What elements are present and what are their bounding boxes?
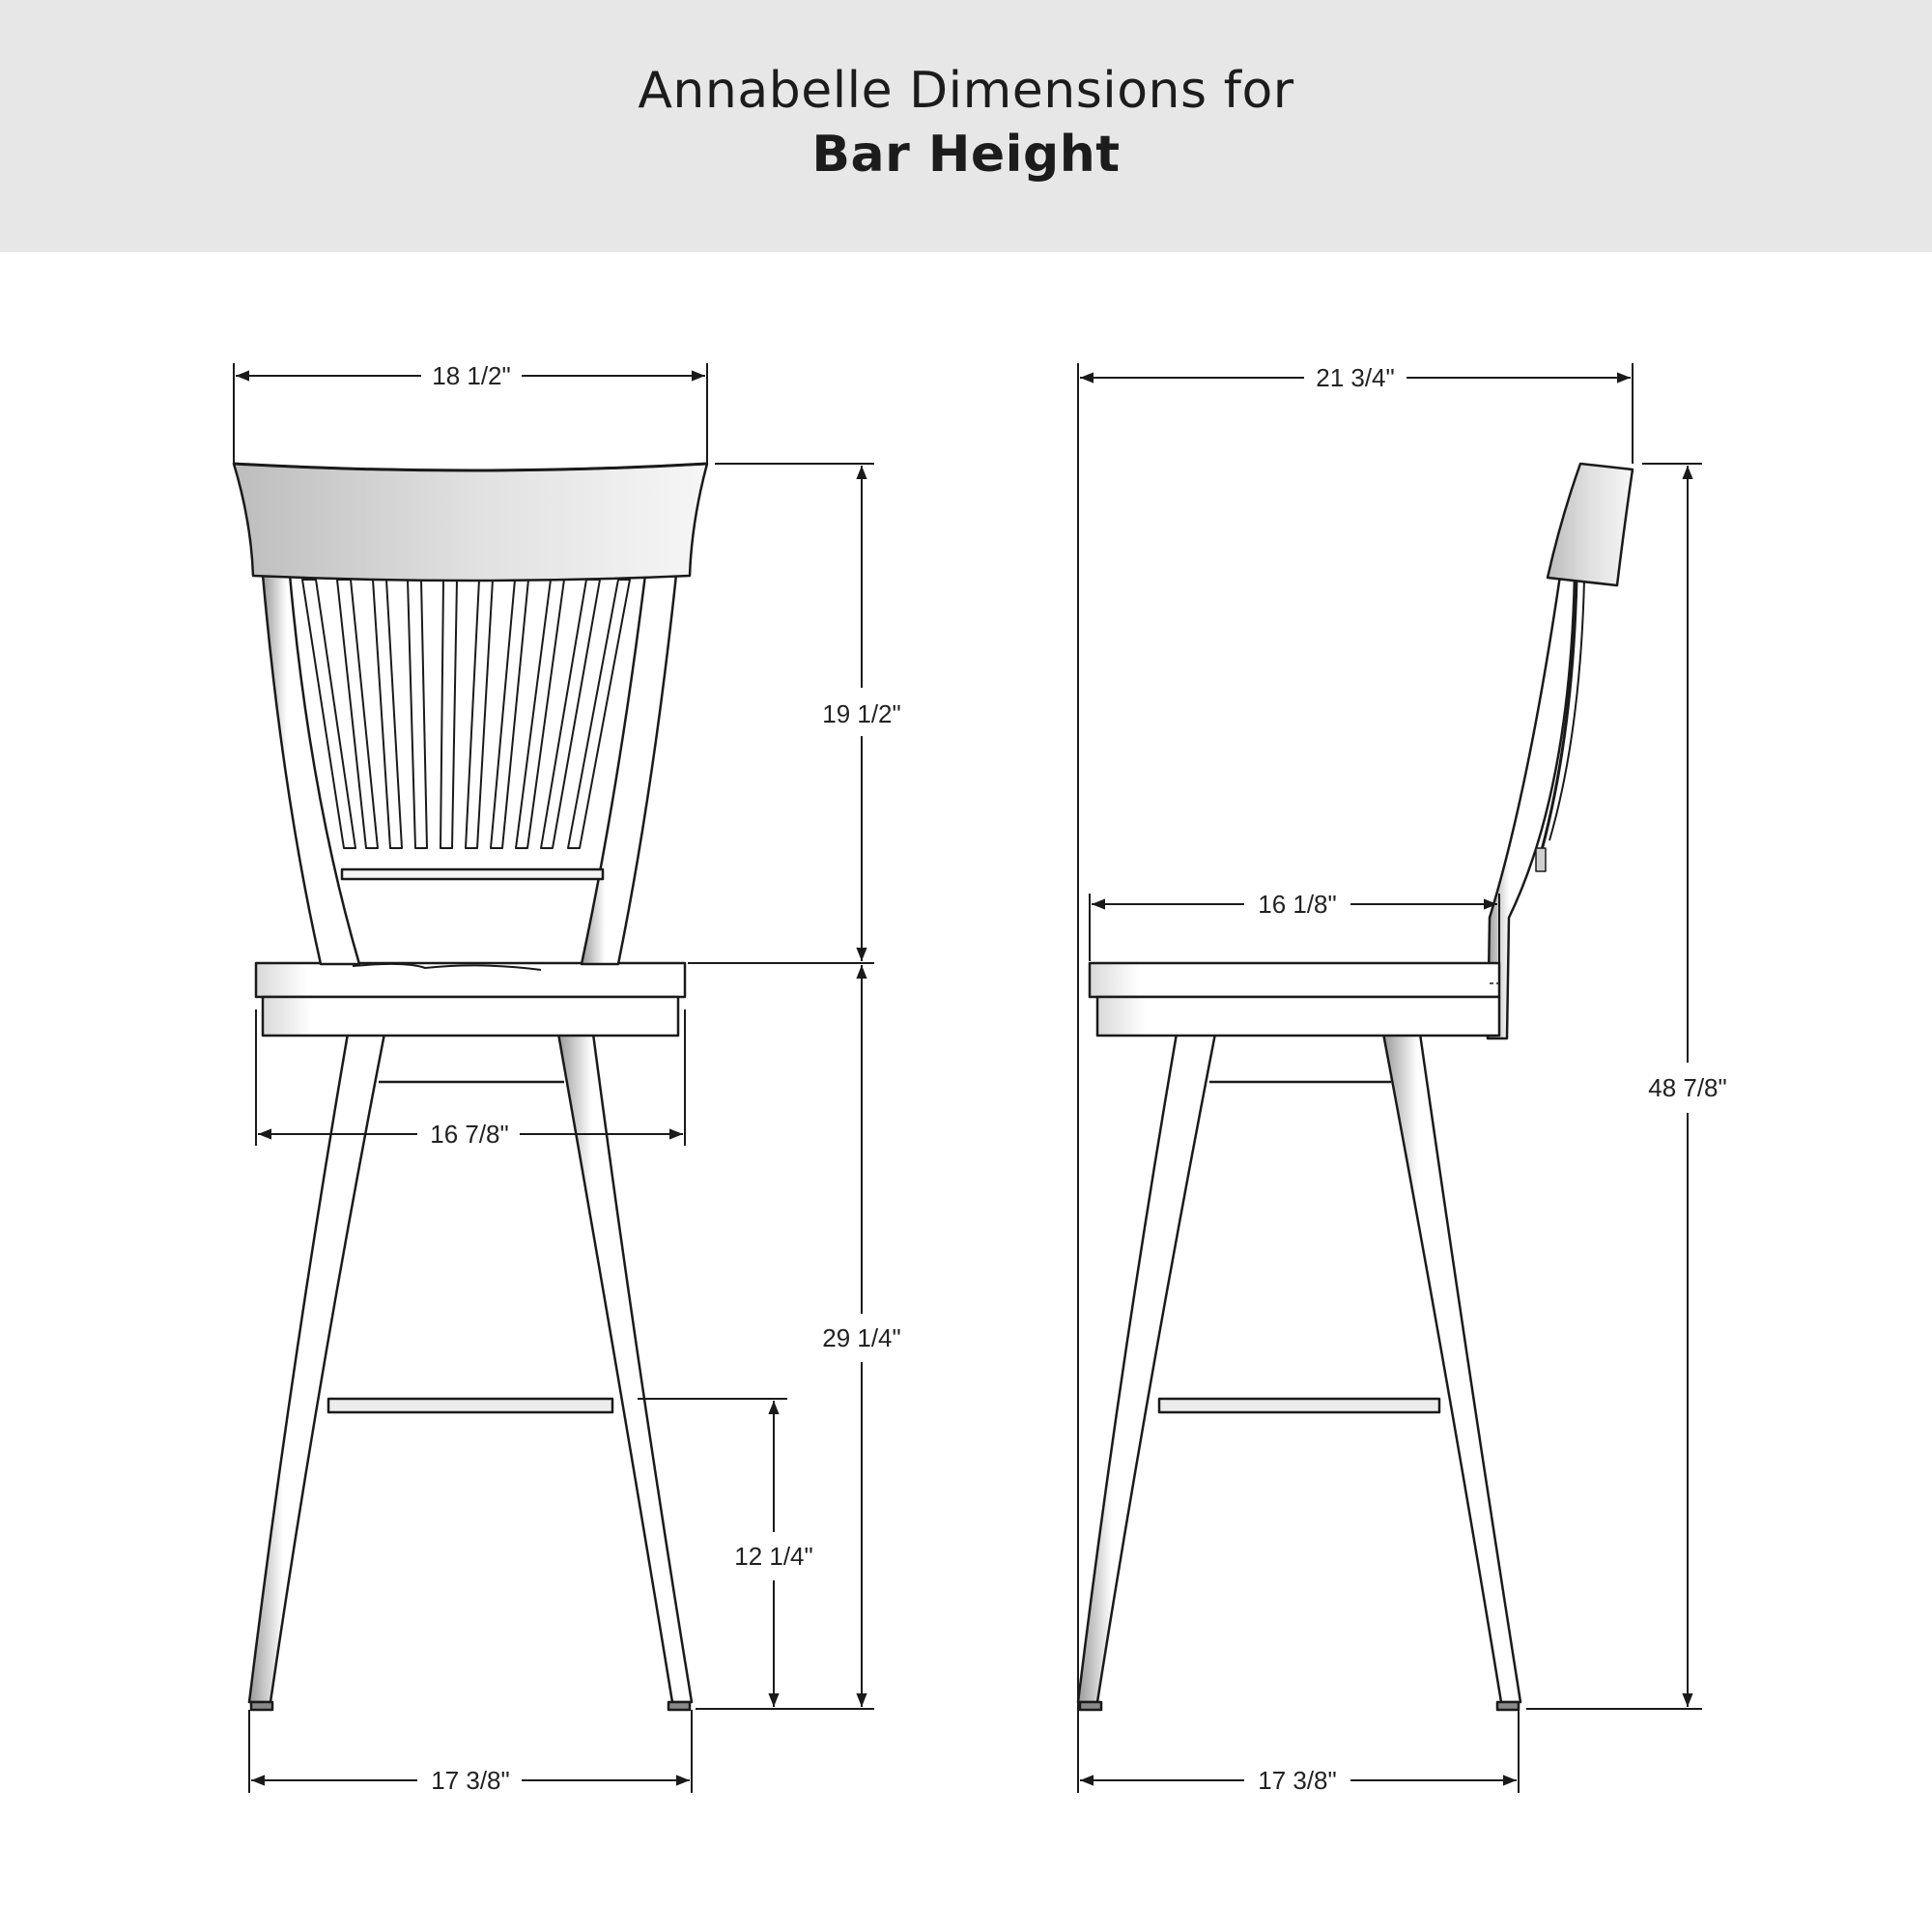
side-back-foot: [1497, 1702, 1519, 1710]
front-left-foot: [251, 1702, 272, 1710]
label-overall-height: 48 7/8": [1648, 1073, 1727, 1102]
front-back-right-post: [582, 575, 676, 964]
label-overall-depth: 21 3/4": [1316, 363, 1395, 392]
side-seat-top: [1090, 963, 1499, 997]
label-base-depth: 17 3/8": [1258, 1766, 1337, 1795]
front-seat-top: [256, 963, 685, 997]
label-back-height: 19 1/2": [822, 699, 901, 728]
spindle: [373, 580, 402, 848]
front-chair: [234, 464, 707, 1710]
label-seat-width: 16 7/8": [430, 1120, 509, 1149]
front-right-foot: [668, 1702, 690, 1710]
spindle: [408, 580, 427, 848]
title-height-type: Bar Height: [811, 126, 1121, 184]
side-front-leg: [1078, 1034, 1215, 1702]
side-crest-rail: [1548, 464, 1633, 585]
spindle: [466, 580, 493, 848]
side-back-leg: [1383, 1034, 1520, 1702]
front-back-lower-rail: [342, 869, 603, 879]
title-product: Annabelle Dimensions for: [638, 62, 1294, 120]
label-footrest-height: 12 1/4": [734, 1542, 813, 1571]
front-footrest: [328, 1399, 612, 1412]
label-base-width: 17 3/8": [431, 1766, 510, 1795]
front-seat-apron: [263, 997, 678, 1036]
side-back-bracket: [1536, 848, 1546, 871]
label-seat-height: 29 1/4": [822, 1323, 901, 1352]
front-spindles: [302, 580, 630, 848]
label-back-width: 18 1/2": [432, 361, 511, 390]
side-footrest: [1159, 1399, 1439, 1412]
label-seat-depth: 16 1/8": [1258, 890, 1337, 919]
side-front-foot: [1080, 1702, 1101, 1710]
front-crest-rail: [234, 464, 707, 581]
side-seat-apron: [1097, 997, 1499, 1036]
spindle: [440, 580, 457, 848]
side-back-post: [1488, 576, 1575, 1038]
side-chair: [1078, 464, 1633, 1710]
